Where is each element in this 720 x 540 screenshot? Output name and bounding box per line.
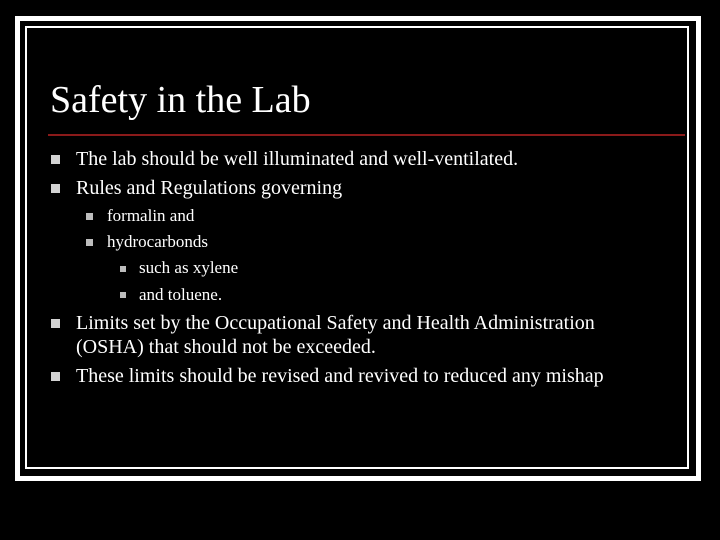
sub-sub-bullet-text: and toluene. [139,285,223,304]
sub-bullet-text: hydrocarbonds [107,232,209,251]
square-bullet-icon [86,239,93,246]
bullet-text: Rules and Regulations governing [76,177,343,199]
sub-bullet-text: formalin and [107,206,195,225]
bullet-text: The lab should be well illuminated and well-ventilated. [76,148,519,170]
square-bullet-icon [51,372,60,381]
bullet-text-line1: Limits set by the Occupational Safety and Health Administration [76,312,595,334]
square-bullet-icon [51,155,60,164]
square-bullet-icon [51,184,60,193]
sub-sub-bullet-text: such as xylene [139,258,239,277]
bullet-text: These limits should be revised and revived to reduced any mishap [76,365,604,387]
square-bullet-icon [120,266,126,272]
square-bullet-icon [51,319,60,328]
title-divider [48,134,685,136]
bullet-text-line2: (OSHA) that should not be exceeded. [76,336,376,358]
slide-title: Safety in the Lab [50,79,311,121]
square-bullet-icon [120,292,126,298]
square-bullet-icon [86,213,93,220]
